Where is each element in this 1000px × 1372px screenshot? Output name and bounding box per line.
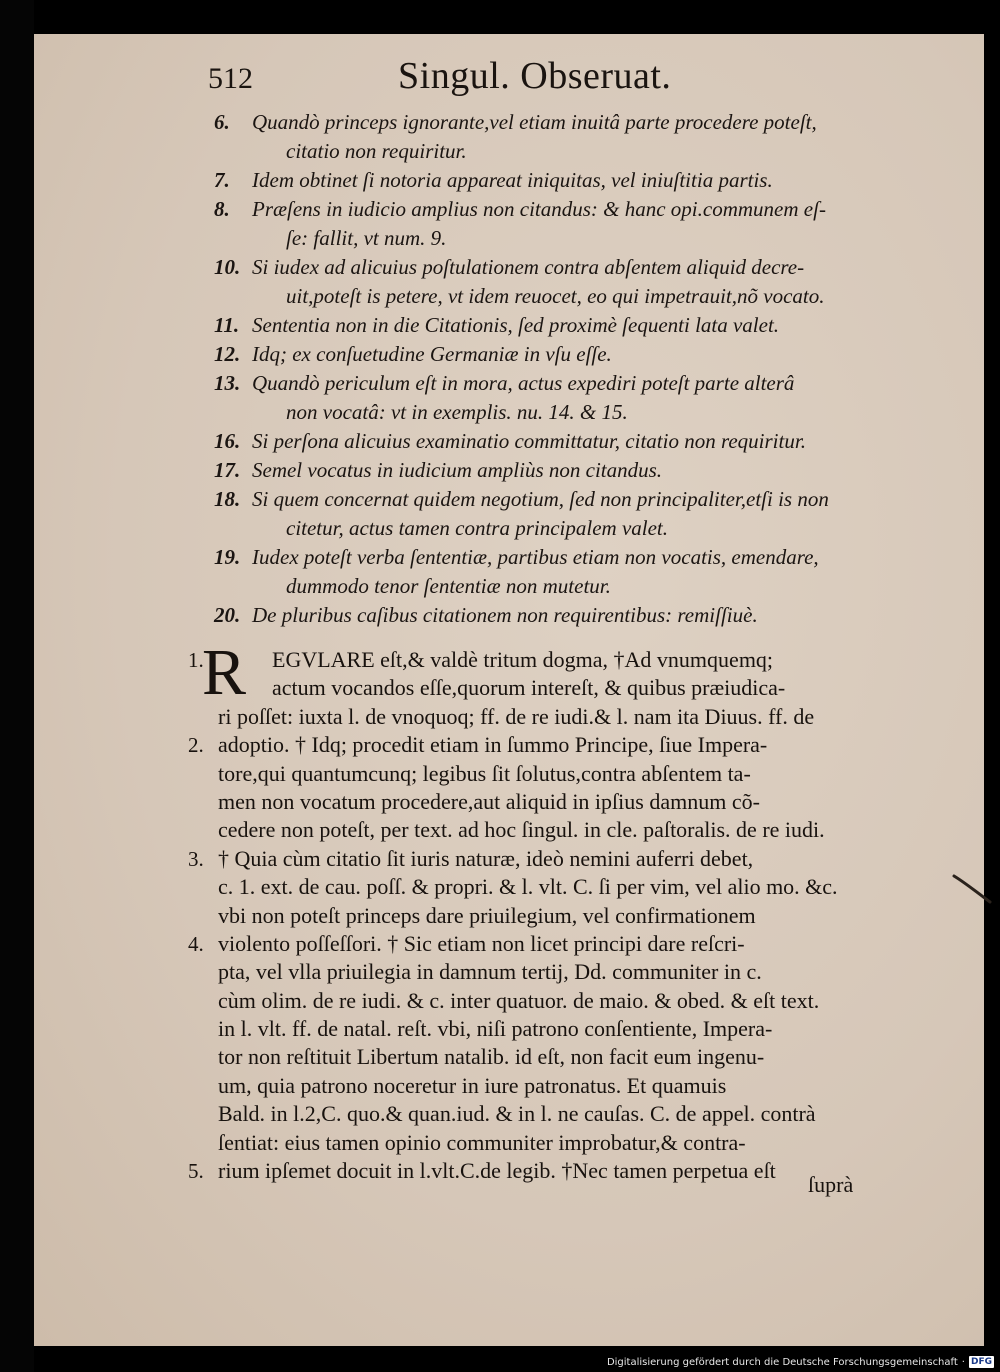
- body-line: [150, 1100, 885, 1128]
- summary-number: 6.: [214, 110, 230, 134]
- summary-line: [214, 166, 894, 195]
- body-line-text: vbi non poteſt princeps dare priuilegium, vel confirmationem: [218, 902, 756, 928]
- body-line: [150, 703, 885, 731]
- summary-line: [214, 572, 894, 601]
- summary-text: uit,poteſt is petere, vt idem reuocet, eo qui impetrauit,nõ vocato.: [286, 284, 825, 308]
- summary-text: Iudex poteſt verba ſententiæ, partibus etiam non vocatis, emendare,: [252, 545, 819, 569]
- margin-number: 2.: [188, 733, 204, 758]
- margin-number: 3.: [188, 846, 204, 871]
- summary-text: Quandò periculum eſt in mora, actus expediri poteſt parte alterâ: [252, 371, 795, 395]
- body-line-text: rium ipſemet docuit in l.vlt.C.de legib. †Nec tamen perpetua eſt: [218, 1158, 776, 1184]
- body-line: [150, 1015, 885, 1043]
- summary-number: 11.: [214, 313, 240, 337]
- summary-number: 7.: [214, 168, 230, 192]
- summary-text: Præſens in iudicio amplius non citandus: & hanc opi.communem eſ-: [252, 197, 826, 221]
- body-text: [150, 636, 885, 1185]
- summary-line: [214, 224, 894, 253]
- summary-number: 16.: [214, 429, 241, 453]
- summary-text: Idq; ex conſuetudine Germaniæ in vſu eſſe.: [252, 342, 612, 366]
- summary-line: [214, 485, 894, 514]
- body-line-text: Bald. in l.2,C. quo.& quan.iud. & in l. ne cauſas. C. de appel. contrà: [218, 1101, 816, 1127]
- summary-line: [214, 601, 894, 630]
- summary-text: De pluribus caſibus citationem non requirentibus: remiſſiuè.: [252, 603, 758, 627]
- body-line-text: actum vocandos eſſe,quorum intereſt, & quibus præiudica-: [272, 675, 786, 701]
- footer-credit: Digitalisierung gefördert durch die Deutsche Forschungsgemeinschaft · DFG: [606, 1356, 992, 1368]
- body-line-text: tor non reſtituit Libertum natalib. id eſt, non facit eum ingenu-: [218, 1044, 765, 1070]
- body-line: [150, 1072, 885, 1100]
- body-line: [150, 788, 885, 816]
- margin-number: 4.: [188, 931, 204, 956]
- summary-text: Sententia non in die Citationis, ſed proximè ſequenti lata valet.: [252, 313, 780, 337]
- body-line-text: ſentiat: eius tamen opinio communiter improbatur,& contra-: [218, 1129, 746, 1155]
- summary-number: 20.: [214, 603, 241, 627]
- summary-number: 13.: [214, 371, 241, 395]
- body-line: [150, 958, 885, 986]
- body-line-text: cùm olim. de re iudi. & c. inter quatuor. de maio. & obed. & eſt text.: [218, 987, 820, 1013]
- margin-number: 1.: [188, 648, 204, 672]
- summary-text: Quandò princeps ignorante,vel etiam inuitâ parte procedere poteſt,: [252, 110, 817, 134]
- summary-line: [214, 398, 894, 427]
- summary-text: Si perſona alicuius examinatio committatur, citatio non requiritur.: [252, 429, 806, 453]
- body-line: [150, 845, 885, 873]
- summary-number: 19.: [214, 545, 241, 569]
- summary-text: Idem obtinet ſi notoria appareat iniquitas, vel iniuſtitia partis.: [252, 168, 773, 192]
- body-line-text: um, quia patrono noceretur in iure patronatus. Et quamuis: [218, 1072, 727, 1098]
- summary-line: [214, 253, 894, 282]
- body-line-text: men non vocatum procedere,aut aliquid in ipſius damnum cõ-: [218, 788, 760, 814]
- summary-text: citatio non requiritur.: [286, 139, 467, 163]
- summary-number: 18.: [214, 487, 241, 511]
- body-line: [150, 1129, 885, 1157]
- body-line: [150, 930, 885, 958]
- body-line-text: pta, vel vlla priuilegia in damnum tertij, Dd. communiter in c.: [218, 959, 762, 985]
- summary-line: [214, 427, 894, 456]
- summary-number: 12.: [214, 342, 241, 366]
- body-line-text: EGVLARE eſt,& valdè tritum dogma, †Ad vnumquemq;: [272, 647, 774, 672]
- body-line: [150, 987, 885, 1015]
- summary-text: non vocatâ: vt in exemplis. nu. 14. & 15.: [286, 400, 628, 424]
- summary-line: [214, 282, 894, 311]
- body-line: [150, 760, 885, 788]
- margin-number: 5.: [188, 1159, 204, 1184]
- page-number: 512: [208, 62, 253, 95]
- summary-text: dummodo tenor ſententiæ non mutetur.: [286, 574, 611, 598]
- summary-line: [214, 311, 894, 340]
- summary-line: [214, 340, 894, 369]
- summary-line: [214, 137, 894, 166]
- body-line: [150, 646, 885, 674]
- body-line: [150, 731, 885, 759]
- binding-edge: [0, 0, 34, 1372]
- body-line: [150, 1157, 885, 1185]
- body-line-text: adoptio. † Idq; procedit etiam in ſummo Principe, ſiue Impera-: [218, 732, 768, 758]
- body-line-text: ri poſſet: iuxta l. de vnoquoq; ff. de re iudi.& l. nam ita Diuus. ff. de: [218, 703, 815, 729]
- summary-text: Si quem concernat quidem negotium, ſed non principaliter,etſi is non: [252, 487, 829, 511]
- summary-list: [214, 108, 894, 630]
- summary-number: 10.: [214, 255, 241, 279]
- catchword: ſuprà: [808, 1172, 854, 1197]
- summary-line: [214, 514, 894, 543]
- body-line: [150, 1043, 885, 1071]
- summary-line: [214, 456, 894, 485]
- body-line: [150, 873, 885, 901]
- drop-cap: R: [202, 636, 247, 709]
- summary-line: [214, 108, 894, 137]
- page-header: [208, 54, 908, 104]
- body-line-text: † Quia cùm citatio ſit iuris naturæ, ideò nemini auferri debet,: [218, 845, 754, 871]
- pen-mark: [950, 870, 996, 908]
- summary-text: Semel vocatus in iudicium ampliùs non citandus.: [252, 458, 663, 482]
- footer-text: Digitalisierung gefördert durch die Deutsche Forschungsgemeinschaft: [606, 1356, 958, 1368]
- running-title: Singul. Obseruat.: [398, 55, 672, 97]
- body-line-text: c. 1. ext. de cau. poſſ. & propri. & l. vlt. C. ſi per vim, vel alio mo. &c.: [218, 874, 838, 900]
- body-line: [150, 902, 885, 930]
- summary-line: [214, 195, 894, 224]
- body-line: [150, 816, 885, 844]
- summary-line: [214, 369, 894, 398]
- body-line-text: violento poſſeſſori. † Sic etiam non licet principi dare reſcri-: [218, 930, 745, 956]
- dfg-logo: DFG: [970, 1357, 992, 1367]
- summary-text: citetur, actus tamen contra principalem valet.: [286, 516, 669, 540]
- body-line-text: cedere non poteſt, per text. ad hoc ſingul. in cle. paſtoralis. de re iudi.: [218, 817, 825, 843]
- body-line-text: tore,qui quantumcunq; legibus ſit ſolutus,contra abſentem ta-: [218, 760, 751, 786]
- body-line-text: in l. vlt. ff. de natal. reſt. vbi, niſi patrono conſentiente, Impera-: [218, 1016, 773, 1042]
- summary-text: Si iudex ad alicuius poſtulationem contra abſentem aliquid decre-: [252, 255, 805, 279]
- summary-number: 8.: [214, 197, 230, 221]
- summary-number: 17.: [214, 458, 241, 482]
- body-line: [150, 674, 885, 702]
- summary-line: [214, 543, 894, 572]
- summary-text: ſe: fallit, vt num. 9.: [286, 226, 447, 250]
